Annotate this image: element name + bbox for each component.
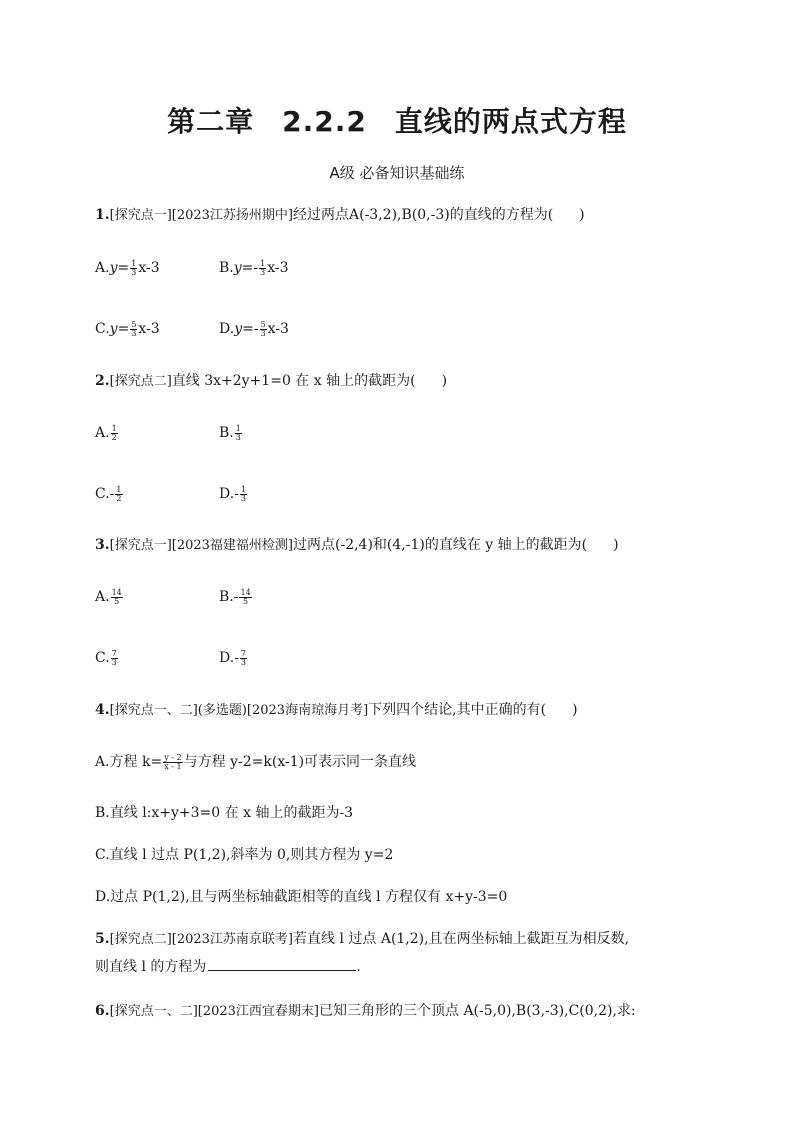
question-number: 2. — [95, 373, 110, 389]
fraction: $\frac{y - 2}{x - 1}$ — [164, 752, 182, 771]
question-stem: 过两点(-2,4)和(4,-1)的直线在 y 轴上的截距为( — [293, 537, 588, 553]
fraction: $\frac{1}{3}$ — [260, 258, 266, 277]
question-6 — [95, 1000, 636, 1023]
question-2: 2.[探究点二]直线 3x+2y+1=0 在 x 轴上的截距为( ) — [95, 373, 448, 389]
fraction: $\frac{14}{5}$ — [111, 587, 122, 606]
chapter-label: 第二章 — [167, 105, 255, 138]
question-stem: 经过两点 — [293, 207, 349, 223]
question-tag: [探究点二] — [109, 374, 172, 389]
option-b[interactable]: B. $\frac{1}{3}$ — [219, 423, 241, 442]
fraction: $\frac{1}{3}$ — [131, 258, 137, 277]
option-c[interactable]: C. $\frac{7}{3}$ — [95, 648, 117, 667]
question-tag: [探究点一、二][2023江西宜春期末] — [109, 1004, 319, 1019]
point-a: A(-3,2) — [349, 207, 398, 223]
fraction: $\frac{7}{3}$ — [240, 648, 247, 667]
option-a[interactable]: A.方程 k= $\frac{y - 2}{x - 1}$ 与方程 y-2=k(x-1)可表示同一条直线 — [95, 752, 417, 771]
question-number: 4. — [95, 702, 110, 718]
fraction: $\frac{1}{2}$ — [116, 484, 122, 503]
question-tag: [探究点一][2023江苏扬州期中] — [109, 208, 293, 223]
question-stem: 已知三角形的三个顶点 A(-5,0),B(3,-3),C(0,2),求: — [319, 1003, 636, 1019]
fraction: $\frac{5}{3}$ — [131, 319, 137, 338]
question-stem-end: 的直线的方程为( — [449, 207, 554, 223]
option-d[interactable]: D.y=- $\frac{5}{3}$ x-3 — [219, 319, 289, 338]
question-stem: 直线 3x+2y+1=0 在 x 轴上的截距为( — [171, 373, 416, 389]
option-a[interactable]: A. $\frac{14}{5}$ — [95, 587, 122, 606]
question-tag: [探究点一、二](多选题)[2023海南琼海月考] — [109, 703, 369, 718]
option-d[interactable]: D.- $\frac{7}{3}$ — [219, 648, 247, 667]
option-c[interactable]: C.直线 l 过点 P(1,2),斜率为 0,则其方程为 y=2 — [95, 847, 394, 863]
section-name: 直线的两点式方程 — [394, 105, 627, 138]
answer-blank[interactable] — [208, 956, 356, 971]
level-heading: A级 必备知识基础练 — [329, 164, 465, 182]
option-b[interactable]: B.y=- $\frac{1}{3}$ x-3 — [219, 258, 289, 277]
section-number: 2.2.2 — [282, 105, 367, 138]
page-title — [0, 100, 794, 140]
fraction: $\frac{7}{3}$ — [111, 648, 117, 667]
question-3: 3.[探究点一][2023福建福州检测]过两点(-2,4)和(4,-1)的直线在 y 轴上的截距为( ) — [95, 537, 619, 553]
question-stem: 若直线 l 过点 A(1,2),且在两坐标轴上截距互为相反数, — [293, 931, 630, 947]
fraction: $\frac{1}{3}$ — [235, 423, 241, 442]
fraction: $\frac{5}{3}$ — [260, 319, 266, 338]
question-1: 1.[探究点一][2023江苏扬州期中]经过两点A(-3,2),B(0,-3)的直线的方程为( ) — [95, 207, 585, 223]
question-number: 5. — [95, 931, 110, 947]
option-d[interactable]: D.过点 P(1,2),且与两坐标轴截距相等的直线 l 方程仅有 x+y-3=0 — [95, 889, 508, 905]
question-tag: [探究点二][2023江苏南京联考] — [109, 932, 293, 947]
question-5-line-2: 则直线 l 的方程为 . — [95, 956, 361, 978]
fraction: $\frac{14}{5}$ — [240, 587, 251, 606]
fraction: $\frac{1}{2}$ — [111, 423, 117, 442]
question-stem: 下列四个结论,其中正确的有( — [368, 702, 547, 718]
option-d[interactable]: D.- $\frac{1}{3}$ — [219, 484, 247, 503]
fraction: $\frac{1}{3}$ — [240, 484, 247, 503]
option-b[interactable]: B.- $\frac{14}{5}$ — [219, 587, 251, 606]
question-5 — [95, 928, 629, 951]
question-number: 1. — [95, 207, 110, 223]
option-b[interactable]: B.直线 l:x+y+3=0 在 x 轴上的截距为-3 — [95, 805, 354, 821]
option-c[interactable]: C.y= $\frac{5}{3}$ x-3 — [95, 319, 160, 338]
point-b: B(0,-3) — [401, 207, 450, 223]
question-number: 6. — [95, 1003, 110, 1019]
question-number: 3. — [95, 537, 110, 553]
option-c[interactable]: C.- $\frac{1}{2}$ — [95, 484, 122, 503]
option-a[interactable]: A.y= $\frac{1}{3}$ x-3 — [95, 258, 160, 277]
option-a[interactable]: A. $\frac{1}{2}$ — [95, 423, 117, 442]
question-tag: [探究点一][2023福建福州检测] — [109, 538, 293, 553]
question-4: 4.[探究点一、二](多选题)[2023海南琼海月考]下列四个结论,其中正确的有( ) — [95, 702, 578, 718]
